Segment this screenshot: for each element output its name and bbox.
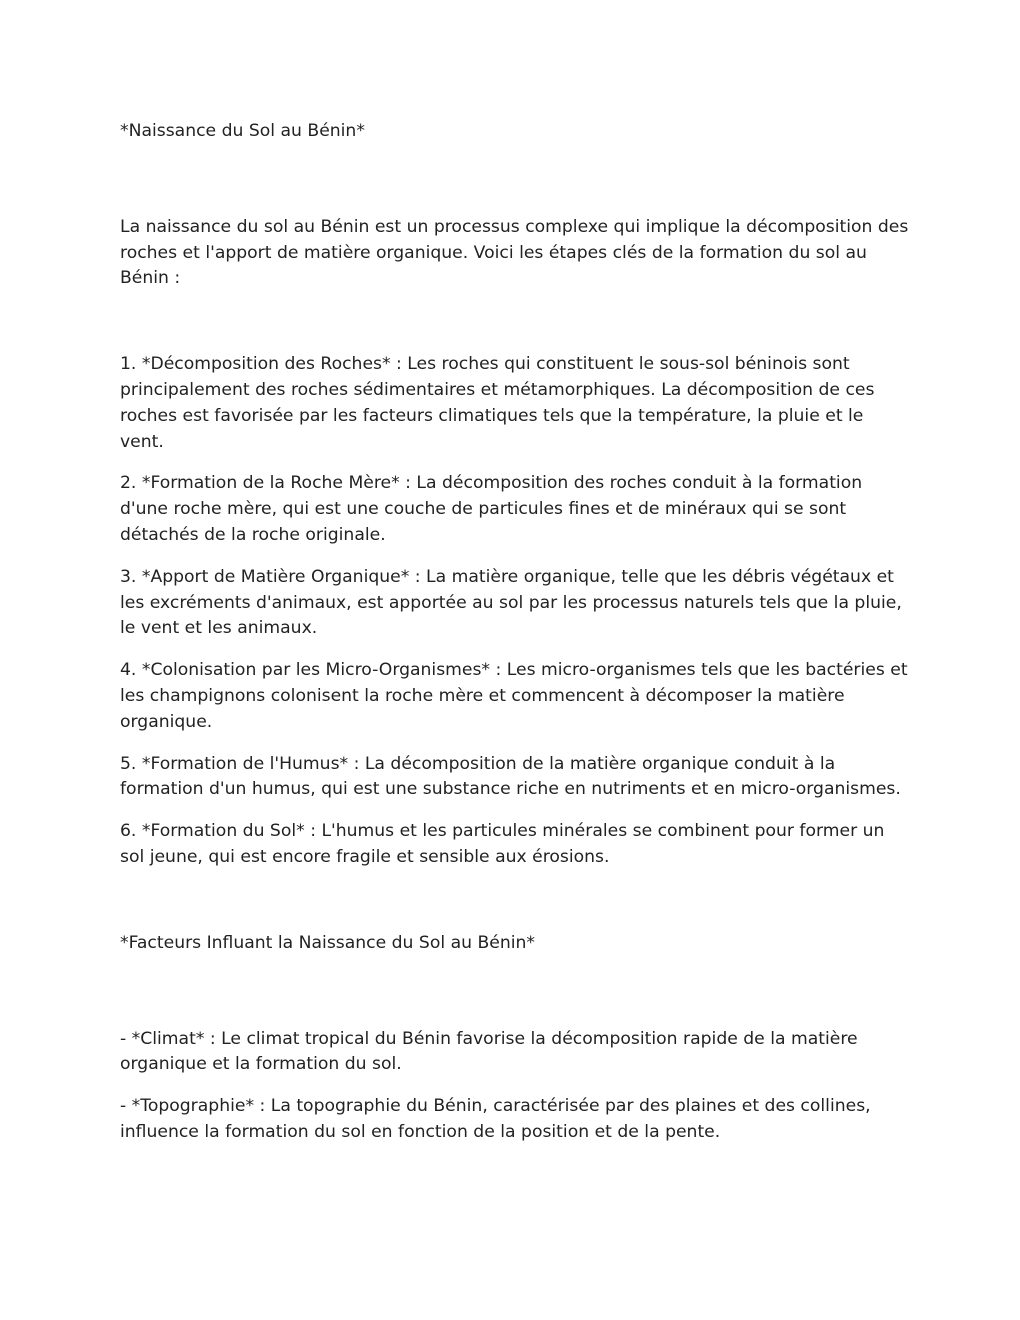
step-paragraph-4: 4. *Colonisation par les Micro-Organismes* : Les micro-organismes tels que les bactéries et les champignons colonisent la roche mère et commencent à décomposer la matière organique. [120, 660, 908, 732]
step-paragraph-6: 6. *Formation du Sol* : L'humus et les particules minérales se combinent pour former un sol jeune, qui est encore fragile et sensible aux érosions. [120, 821, 885, 867]
factor-paragraph-climat: - *Climat* : Le climat tropical du Bénin favorise la décomposition rapide de la matière organique et la formation du sol. [120, 1028, 858, 1075]
step-paragraph-2: 2. *Formation de la Roche Mère* : La décomposition des roches conduit à la formation d'une roche mère, qui est une couche de particules fines et de minéraux qui se sont détachés de la roche originale. [120, 473, 863, 545]
factors-heading: *Facteurs Influant la Naissance du Sol au Bénin* [120, 932, 535, 953]
step-paragraph-3: 3. *Apport de Matière Organique* : La matière organique, telle que les débris végétaux et les excréments d'animaux, est apportée au sol par les processus naturels tels que la pluie, le vent et les animaux. [120, 566, 902, 639]
step-paragraph-5: 5. *Formation de l'Humus* : La décomposition de la matière organique conduit à la formation d'un humus, qui est une substance riche en nutriments et en micro-organismes. [120, 753, 901, 800]
step-paragraph-1: 1. *Décomposition des Roches* : Les roches qui constituent le sous-sol béninois sont principalement des roches sédimentaires et métamorphiques. La décomposition de ces roches est favorisée par les facteurs climatiques tels que la température, la pluie et le vent. [120, 354, 875, 452]
intro-paragraph: La naissance du sol au Bénin est un processus complexe qui implique la décomposition des roches et l'apport de matière organique. Voici les étapes clés de la formation du sol au Bénin : [120, 216, 909, 289]
document-page [120, 119, 910, 1162]
factor-paragraph-topographie: - *Topographie* : La topographie du Bénin, caractérisée par des plaines et des collines, influence la formation du sol en fonction de la position et de la pente. [120, 1096, 871, 1142]
document-title: *Naissance du Sol au Bénin* [120, 121, 365, 141]
